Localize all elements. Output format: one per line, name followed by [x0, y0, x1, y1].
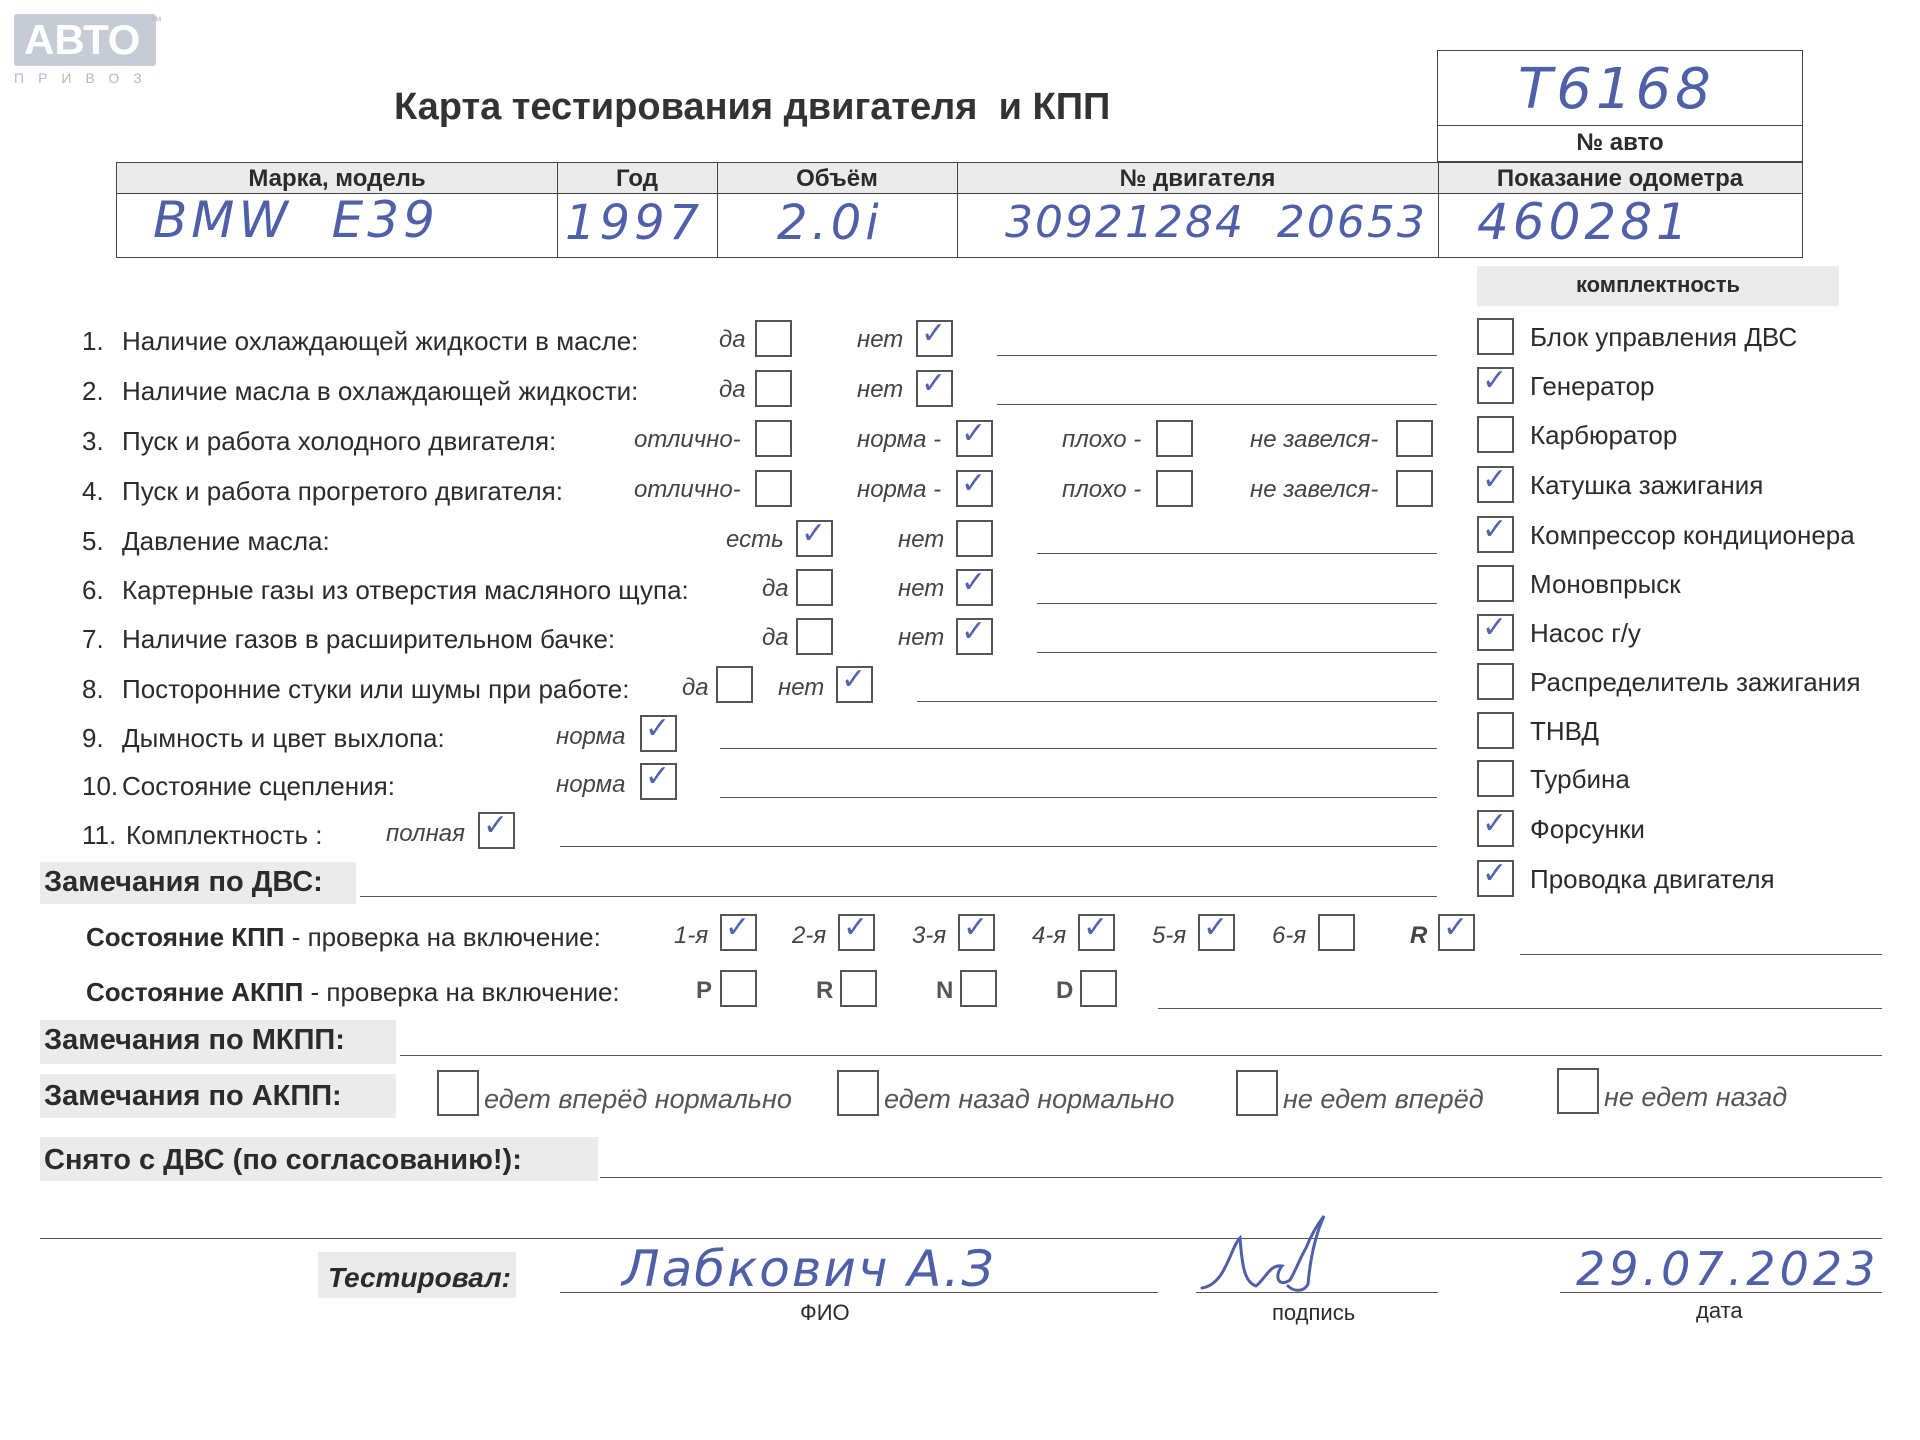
akpp-mode-label-d: D: [1056, 977, 1074, 1004]
page-title: Карта тестирования двигателя и КПП: [394, 86, 1111, 128]
akpp-opt-label-1: едет назад нормально: [884, 1084, 1175, 1114]
car-number-label: № авто: [1576, 129, 1664, 156]
col-header-volume: Объём: [796, 165, 878, 192]
car-number-value: T6168: [1518, 57, 1715, 122]
checkmark-icon: ✓: [725, 910, 751, 945]
kpp-gear-label-r: R: [1410, 922, 1428, 949]
komplekt-check-3[interactable]: [1477, 462, 1514, 503]
komplekt-check-5[interactable]: [1477, 565, 1514, 602]
zam-akpp-label: Замечания по АКПП:: [44, 1080, 342, 1112]
komplekt-check-1[interactable]: [1477, 363, 1514, 404]
komplekt-label-7: Распределитель зажигания: [1530, 667, 1861, 697]
zam-mkpp-line: [400, 1055, 1882, 1056]
q4-opt-normal: норма -: [857, 476, 942, 503]
q2-num: 2.: [82, 376, 104, 406]
akpp-opt-label-2: не едет вперёд: [1283, 1084, 1484, 1114]
tested-fio-line: [560, 1292, 1158, 1293]
q5-no-checkbox[interactable]: [956, 520, 993, 557]
akpp-mode-check-n[interactable]: [960, 970, 997, 1007]
q8-num: 8.: [82, 674, 104, 704]
q3-bad-checkbox[interactable]: [1156, 420, 1193, 457]
checkmark-icon: ✓: [645, 711, 671, 746]
checkmark-icon: ✓: [1482, 512, 1508, 547]
car-number-divider: [1438, 125, 1802, 126]
q3-opt-bad: плохо -: [1062, 426, 1142, 453]
checkmark-icon: ✓: [1482, 610, 1508, 645]
value-engine-no: 30921284 20653: [1005, 197, 1427, 248]
logo-trademark: ™: [150, 14, 162, 28]
value-year: 1997: [565, 195, 704, 251]
kpp-gear-check-1[interactable]: [720, 910, 757, 951]
komplekt-label-11: Проводка двигателя: [1530, 864, 1775, 894]
q2-text: Наличие масла в охлаждающей жидкости:: [122, 376, 639, 406]
q9-opt-normal: норма: [556, 723, 626, 750]
separator-line: [40, 1238, 1882, 1239]
checkmark-icon: ✓: [645, 759, 671, 794]
kpp-gear-label-6: 6-я: [1272, 922, 1307, 949]
komplekt-label-6: Насос г/у: [1530, 618, 1641, 648]
q3-no-start-checkbox[interactable]: [1396, 420, 1433, 457]
q4-bad-checkbox[interactable]: [1156, 470, 1193, 507]
tested-sign-line: [1196, 1292, 1438, 1293]
q10-text: Состояние сцепления:: [122, 771, 395, 801]
akpp-opt-check-2[interactable]: [1236, 1070, 1278, 1116]
komplekt-check-6[interactable]: [1477, 610, 1514, 651]
komplekt-check-10[interactable]: [1477, 806, 1514, 847]
akpp-mode-label-n: N: [936, 977, 954, 1004]
kpp-note-line: [1520, 954, 1882, 955]
q4-opt-bad: плохо -: [1062, 476, 1142, 503]
komplekt-check-9[interactable]: [1477, 760, 1514, 797]
kpp-gear-check-4[interactable]: [1078, 910, 1115, 951]
q3-opt-excellent: отлично-: [634, 426, 741, 453]
q1-opt-yes: да: [719, 326, 746, 353]
q1-opt-no: нет: [857, 326, 904, 353]
akpp-label-rest: - проверка на включение:: [303, 977, 620, 1007]
kpp-gear-label-5: 5-я: [1152, 922, 1187, 949]
checkmark-icon: ✓: [961, 466, 987, 501]
q4-text: Пуск и работа прогретого двигателя:: [122, 476, 563, 506]
tested-label: Тестировал:: [328, 1262, 511, 1293]
logo-subtitle: ПРИВОЗ: [14, 70, 156, 86]
kpp-label-bold: Состояние КПП: [86, 922, 285, 952]
q2-no-checkbox[interactable]: [916, 366, 953, 407]
col-header-year: Год: [616, 165, 658, 192]
q8-text: Посторонние стуки или шумы при работе:: [122, 674, 630, 704]
checkmark-icon: ✓: [1482, 806, 1508, 841]
q7-num: 7.: [82, 624, 104, 654]
q7-opt-yes: да: [762, 624, 789, 651]
checkmark-icon: ✓: [1083, 910, 1109, 945]
q1-no-checkbox[interactable]: [916, 316, 953, 357]
zam-dvs-line: [360, 896, 1437, 897]
akpp-label-bold: Состояние АКПП: [86, 977, 304, 1007]
checkmark-icon: ✓: [483, 808, 509, 843]
checkmark-icon: ✓: [841, 662, 867, 697]
checkmark-icon: ✓: [1482, 856, 1508, 891]
komplekt-check-11[interactable]: [1477, 856, 1514, 897]
q2-opt-yes: да: [719, 376, 746, 403]
kpp-gear-label-1: 1-я: [674, 922, 709, 949]
akpp-opt-label-3: не едет назад: [1604, 1082, 1788, 1112]
q8-no-checkbox[interactable]: [836, 662, 873, 703]
checkmark-icon: ✓: [1443, 910, 1469, 945]
komplekt-label-9: Турбина: [1530, 764, 1630, 794]
kpp-gear-check-3[interactable]: [958, 910, 995, 951]
snyato-line: [600, 1177, 1882, 1178]
q8-note-line: [917, 701, 1437, 702]
q10-normal-checkbox[interactable]: [640, 759, 677, 800]
kpp-gear-check-6[interactable]: [1318, 914, 1355, 951]
komplekt-check-8[interactable]: [1477, 712, 1514, 749]
q10-note-line: [720, 797, 1437, 798]
q8-opt-no: нет: [778, 674, 825, 701]
checkmark-icon: ✓: [921, 366, 947, 401]
akpp-opt-check-1[interactable]: [837, 1070, 879, 1116]
komplekt-label-3: Катушка зажигания: [1530, 470, 1764, 500]
kpp-label: [86, 922, 601, 953]
q5-text: Давление масла:: [122, 526, 330, 556]
checkmark-icon: ✓: [801, 516, 827, 551]
akpp-mode-check-d[interactable]: [1080, 970, 1117, 1007]
q6-text: Картерные газы из отверстия масляного щупа:: [122, 575, 689, 605]
q4-opt-excellent: отлично-: [634, 476, 741, 503]
checkmark-icon: ✓: [961, 565, 987, 600]
col-header-model: Марка, модель: [248, 165, 426, 192]
komplekt-label-10: Форсунки: [1530, 814, 1645, 844]
tested-fio-label: ФИО: [800, 1300, 850, 1325]
komplekt-label-8: ТНВД: [1530, 716, 1600, 746]
checkmark-icon: ✓: [1482, 462, 1508, 497]
q9-num: 9.: [82, 723, 104, 753]
q6-no-checkbox[interactable]: [956, 565, 993, 606]
q8-yes-checkbox[interactable]: [716, 666, 753, 703]
q5-yes-checkbox[interactable]: [796, 516, 833, 557]
q5-opt-no: нет: [898, 526, 945, 553]
kpp-gear-check-2[interactable]: [838, 910, 875, 951]
q11-opt-full: полная: [386, 820, 465, 847]
q7-no-checkbox[interactable]: [956, 614, 993, 655]
q9-note-line: [720, 748, 1437, 749]
kpp-gear-check-r[interactable]: [1438, 910, 1475, 951]
q6-opt-yes: да: [762, 575, 789, 602]
q3-text: Пуск и работа холодного двигателя:: [122, 426, 557, 456]
q5-num: 5.: [82, 526, 104, 556]
checkmark-icon: ✓: [963, 910, 989, 945]
q11-note-line: [560, 846, 1437, 847]
komplekt-label-5: Моновпрыск: [1530, 569, 1681, 599]
akpp-mode-check-p[interactable]: [720, 970, 757, 1007]
q5-note-line: [1037, 553, 1437, 554]
q4-no-start-checkbox[interactable]: [1396, 470, 1433, 507]
q7-text: Наличие газов в расширительном бачке:: [122, 624, 616, 654]
q11-text: Комплектность :: [126, 820, 323, 850]
tested-fio-value: Лабкович А.З: [622, 1240, 996, 1298]
akpp-mode-label-r: R: [816, 977, 834, 1004]
logo: [14, 14, 162, 86]
tested-date-line: [1560, 1292, 1882, 1293]
akpp-mode-check-r[interactable]: [840, 970, 877, 1007]
komplekt-label-4: Компрессор кондиционера: [1530, 520, 1855, 550]
q4-excellent-checkbox[interactable]: [755, 470, 792, 507]
tested-date-label: дата: [1696, 1298, 1743, 1323]
q6-yes-checkbox[interactable]: [796, 569, 833, 606]
komplekt-label-2: Карбюратор: [1530, 420, 1678, 450]
q9-text: Дымность и цвет выхлопа:: [122, 723, 445, 753]
q2-note-line: [997, 404, 1437, 405]
akpp-opt-check-0[interactable]: [437, 1070, 479, 1116]
akpp-note-line: [1158, 1008, 1882, 1009]
q10-opt-normal: норма: [556, 771, 626, 798]
q3-num: 3.: [82, 426, 104, 456]
kpp-gear-label-4: 4-я: [1032, 922, 1067, 949]
car-number-box: [1437, 50, 1803, 162]
q6-opt-no: нет: [898, 575, 945, 602]
value-model: BMW E39: [153, 191, 439, 249]
q4-num: 4.: [82, 476, 104, 506]
tested-sign-label: подпись: [1272, 1300, 1356, 1325]
akpp-opt-label-0: едет вперёд нормально: [484, 1084, 792, 1114]
q7-opt-no: нет: [898, 624, 945, 651]
zam-dvs-label: Замечания по ДВС:: [44, 866, 323, 898]
q4-normal-checkbox[interactable]: [956, 466, 993, 507]
q9-normal-checkbox[interactable]: [640, 711, 677, 752]
q1-text: Наличие охлаждающей жидкости в масле:: [122, 326, 639, 356]
checkmark-icon: ✓: [1482, 363, 1508, 398]
q3-excellent-checkbox[interactable]: [755, 420, 792, 457]
q10-num: 10.: [82, 771, 119, 801]
q3-opt-normal: норма -: [857, 426, 942, 453]
q3-normal-checkbox[interactable]: [956, 416, 993, 457]
q8-opt-yes: да: [682, 674, 709, 701]
komplekt-label-1: Генератор: [1530, 371, 1655, 401]
komplekt-check-2[interactable]: [1477, 416, 1514, 453]
kpp-label-rest: - проверка на включение:: [284, 922, 601, 952]
q7-note-line: [1037, 652, 1437, 653]
header-table: [116, 162, 1803, 258]
q4-opt-no-start: не завелся-: [1250, 476, 1379, 503]
checkmark-icon: ✓: [921, 316, 947, 351]
checkmark-icon: ✓: [1203, 910, 1229, 945]
zam-mkpp-label: Замечания по МКПП:: [44, 1024, 345, 1056]
komplekt-check-0[interactable]: [1477, 318, 1514, 355]
q1-yes-checkbox[interactable]: [755, 320, 792, 357]
col-header-engine-no: № двигателя: [1119, 165, 1276, 192]
q6-num: 6.: [82, 575, 104, 605]
q7-yes-checkbox[interactable]: [796, 618, 833, 655]
akpp-opt-check-3[interactable]: [1557, 1068, 1599, 1114]
snyato-label: Снято с ДВС (по согласованию!):: [44, 1144, 522, 1176]
checkmark-icon: ✓: [961, 614, 987, 649]
komplekt-check-7[interactable]: [1477, 663, 1514, 700]
q11-num: 11.: [82, 820, 117, 850]
signature-image: [1196, 1208, 1356, 1304]
akpp-label: [86, 977, 620, 1008]
kpp-gear-label-2: 2-я: [792, 922, 827, 949]
q1-note-line: [997, 355, 1437, 356]
q1-num: 1.: [82, 326, 104, 356]
q2-yes-checkbox[interactable]: [755, 370, 792, 407]
q6-note-line: [1037, 603, 1437, 604]
checkmark-icon: ✓: [843, 910, 869, 945]
tested-date-value: 29.07.2023: [1576, 1242, 1880, 1296]
komplekt-label-0: Блок управления ДВС: [1530, 322, 1798, 352]
q11-full-checkbox[interactable]: [478, 808, 515, 849]
komplekt-header: комплектность: [1575, 272, 1741, 297]
kpp-gear-label-3: 3-я: [912, 922, 947, 949]
value-volume: 2.0i: [777, 195, 883, 251]
value-odometer: 460281: [1477, 193, 1692, 251]
checkmark-icon: ✓: [961, 416, 987, 451]
q2-opt-no: нет: [857, 376, 904, 403]
komplekt-check-4[interactable]: [1477, 512, 1514, 553]
col-header-odometer: Показание одометра: [1496, 165, 1744, 192]
kpp-gear-check-5[interactable]: [1198, 910, 1235, 951]
logo-text: АВТО: [14, 14, 156, 66]
q5-opt-yes: есть: [726, 526, 784, 553]
q3-opt-no-start: не завелся-: [1250, 426, 1379, 453]
akpp-mode-label-p: P: [696, 977, 713, 1004]
